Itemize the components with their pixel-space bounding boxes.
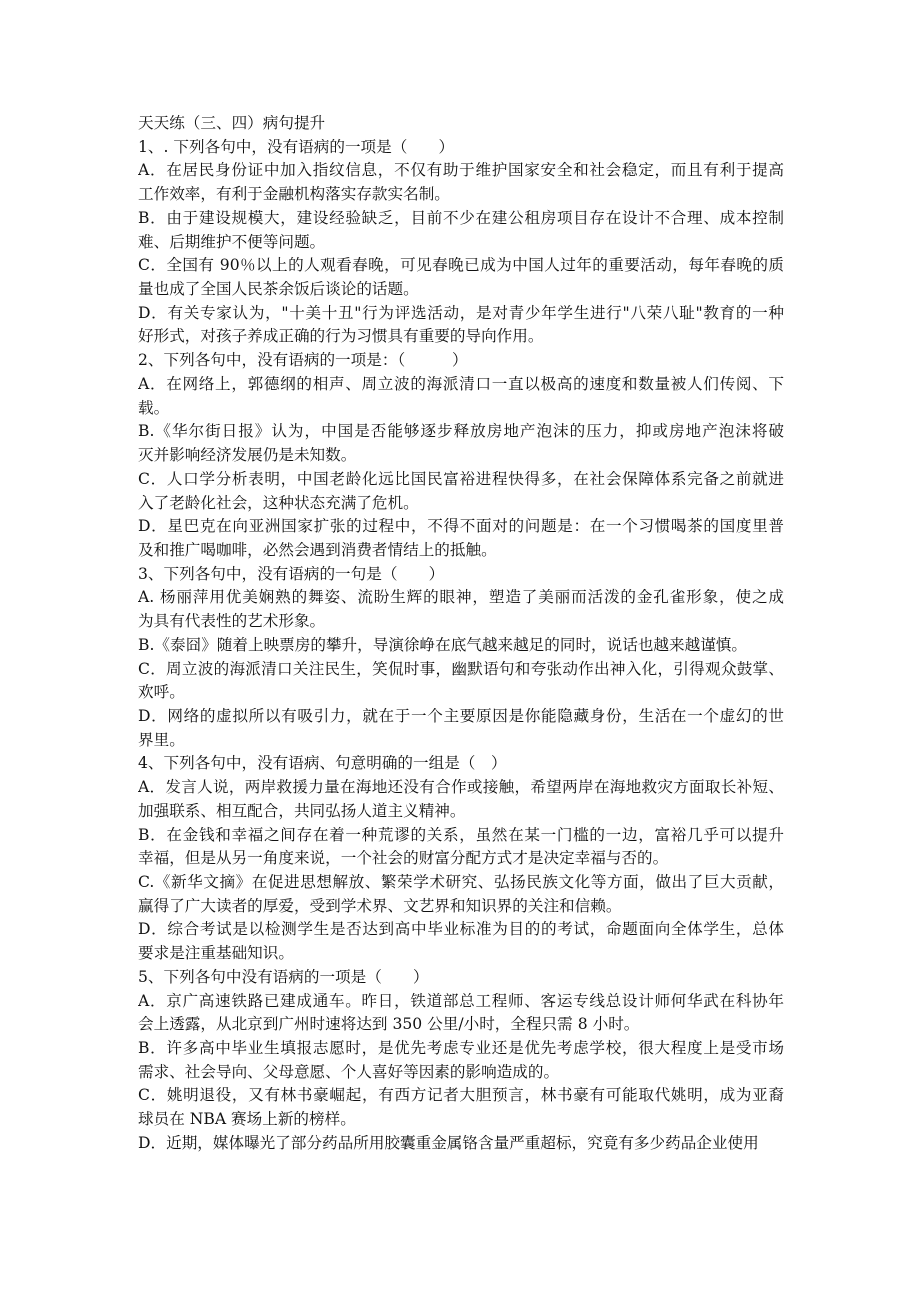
option-line: B.《华尔街日报》认为，中国是否能够逐步释放房地产泡沫的压力，抑或房地产泡沫将破	[138, 422, 784, 441]
option-line: D．综合考试是以检测学生是否达到高中毕业标准为目的的考试，命题面向全体学生，总体	[138, 920, 784, 939]
option-line: A. 杨丽萍用优美娴熟的舞姿、流盼生辉的眼神，塑造了美丽而活泼的金孔雀形象，使之成	[138, 588, 784, 607]
option-line: C.《新华文摘》在促进思想解放、繁荣学术研究、弘扬民族文化等方面，做出了巨大贡献，	[138, 873, 784, 891]
question-stem: 4、下列各句中，没有语病、句意明确的一组是（ ）	[138, 754, 507, 773]
question-stem: 2、下列各句中，没有语病的一项是：（ ）	[138, 351, 468, 370]
question-stem: 5、下列各句中没有语病的一项是（ ）	[138, 967, 429, 986]
option-line: A．京广高速铁路已建成通车。昨日，铁道部总工程师、客运专线总设计师何华武在科协年	[138, 991, 784, 1010]
option-line: 好形式，对孩子养成正确的行为习惯具有重要的导向作用。	[138, 327, 544, 346]
option-line: C．人口学分析表明，中国老龄化远比国民富裕进程快得多，在社会保障体系完备之前就进	[138, 469, 784, 488]
option-line: C．姚明退役，又有林书豪崛起，有西方记者大胆预言，林书豪有可能取代姚明，成为亚裔	[138, 1086, 784, 1105]
option-line: 球员在 NBA 赛场上新的榜样。	[138, 1110, 356, 1129]
option-line: B.《泰囧》随着上映票房的攀升，导演徐峥在底气越来越足的同时，说话也越来越谨慎。	[138, 635, 747, 654]
document-page	[138, 112, 784, 1156]
option-line: 为具有代表性的艺术形象。	[138, 612, 326, 631]
question-stem: 3、下列各句中，没有语病的一句是（ ）	[138, 564, 445, 583]
option-line: 加强联系、相互配合，共同弘扬人道主义精神。	[138, 801, 466, 820]
option-line: 赢得了广大读者的厚爱，受到学术界、文艺界和知识界的关注和信赖。	[138, 896, 622, 915]
option-line: B．许多高中毕业生填报志愿时，是优先考虑专业还是优先考虑学校，很大程度上是受市场	[138, 1039, 784, 1058]
option-line: 界里。	[138, 730, 185, 749]
option-line: B．在金钱和幸福之间存在着一种荒谬的关系，虽然在某一门槛的一边，富裕几乎可以提升	[138, 825, 784, 844]
option-line: 幸福，但是从另一角度来说，一个社会的财富分配方式才是决定幸福与否的。	[138, 849, 669, 868]
option-line: B．由于建设规模大，建设经验缺乏，目前不少在建公租房项目存在设计不合理、成本控制	[138, 208, 784, 227]
question-stem: 1、. 下列各句中，没有语病的一项是（ ）	[138, 137, 455, 156]
option-line: 会上透露，从北京到广州时速将达到 350 公里/小时，全程只需 8 小时。	[138, 1015, 640, 1034]
option-line: A．发言人说，两岸救援力量在海地还没有合作或接触，希望两岸在海地救灾方面取长补短、	[138, 778, 784, 797]
option-line: 载。	[138, 398, 170, 417]
option-line: D．网络的虚拟所以有吸引力，就在于一个主要原因是你能隐藏身份，生活在一个虚幻的世	[138, 706, 784, 725]
option-line: D．星巴克在向亚洲国家扩张的过程中，不得不面对的问题是：在一个习惯喝茶的国度里普	[138, 517, 784, 536]
option-line: 难、后期维护不便等问题。	[138, 232, 326, 251]
option-line: 入了老龄化社会，这种状态充满了危机。	[138, 493, 419, 512]
option-line: C．周立波的海派清口关注民生，笑侃时事，幽默语句和夸张动作出神入化，引得观众鼓掌、	[138, 659, 784, 678]
option-line: D．有关专家认为，"十美十丑"行为评选活动，是对青少年学生进行"八荣八耻"教育的一种	[138, 303, 784, 322]
option-line: 要求是注重基础知识。	[138, 944, 294, 963]
option-line: A．在网络上，郭德纲的相声、周立波的海派清口一直以极高的速度和数量被人们传阅、下	[138, 374, 784, 393]
option-line: 欢呼。	[138, 683, 185, 702]
document-title: 天天练（三、四）病句提升	[138, 114, 326, 132]
option-line: 工作效率，有利于金融机构落实存款实名制。	[138, 185, 450, 204]
option-line: D．近期，媒体曝光了部分药品所用胶囊重金属铬含量严重超标，究竟有多少药品企业使用	[138, 1133, 759, 1152]
option-line: 量也成了全国人民茶余饭后谈论的话题。	[138, 280, 419, 299]
option-line: 及和推广喝咖啡，必然会遇到消费者情结上的抵触。	[138, 540, 497, 559]
option-line: 需求、社会导向、父母意愿、个人喜好等因素的影响造成的。	[138, 1062, 560, 1081]
option-line: C．全国有 90％以上的人观看春晚，可见春晚已成为中国人过年的重要活动，每年春晚的质	[138, 256, 784, 275]
option-line: 灭并影响经济发展仍是未知数。	[138, 446, 357, 465]
option-line: A．在居民身份证中加入指纹信息，不仅有助于维护国家安全和社会稳定，而且有利于提高	[138, 161, 784, 180]
